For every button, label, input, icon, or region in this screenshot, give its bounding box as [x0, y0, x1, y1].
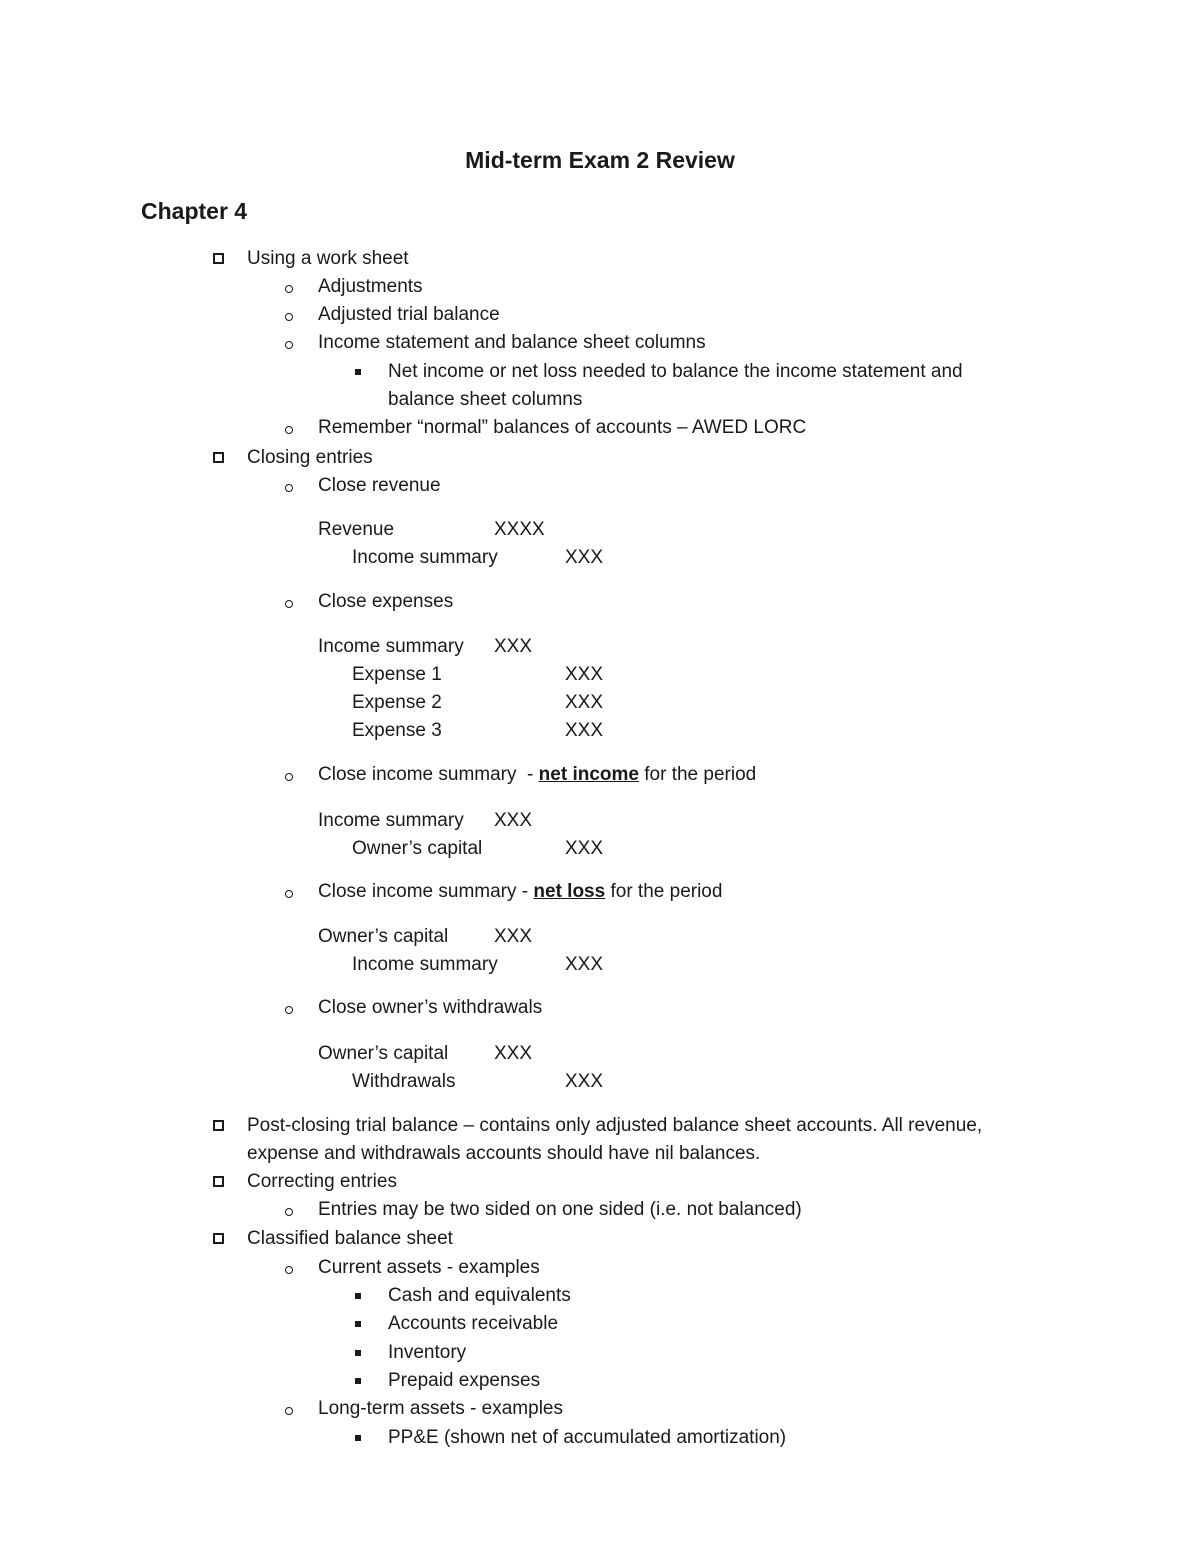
circle-bullet-icon: [285, 285, 293, 293]
journal-credit-amount: XXX: [565, 1071, 604, 1092]
list-item: Accounts receivable: [388, 1313, 559, 1334]
journal-credit-account: Expense 1: [352, 664, 442, 685]
heading-text: Close income summary -: [318, 764, 539, 785]
income-statement-columns-item: Income statement and balance sheet columns: [318, 332, 706, 353]
correcting-entries-note: Entries may be two sided on one sided (i.e. not balanced): [318, 1199, 802, 1220]
list-item: PP&E (shown net of accumulated amortization): [388, 1427, 787, 1448]
list-item: Inventory: [388, 1342, 467, 1363]
journal-debit-amount: XXX: [494, 810, 533, 831]
journal-debit-amount: XXX: [494, 636, 533, 657]
journal-debit-account: Revenue: [318, 519, 395, 540]
document-title: Mid-term Exam 2 Review: [465, 147, 735, 173]
circle-bullet-icon: [285, 600, 293, 608]
net-income-note-line1: Net income or net loss needed to balance the income statement and: [388, 361, 963, 382]
journal-credit-amount: XXX: [565, 838, 604, 859]
square-bullet-icon: [355, 369, 361, 375]
current-assets-item: Current assets - examples: [318, 1257, 540, 1278]
list-item: Prepaid expenses: [388, 1370, 541, 1391]
journal-debit-amount: XXX: [494, 926, 533, 947]
journal-debit-account: Owner’s capital: [318, 926, 449, 947]
circle-bullet-icon: [285, 890, 293, 898]
square-bullet-icon: [355, 1378, 361, 1384]
heading-text: for the period: [605, 881, 723, 902]
close-expenses-heading: Close expenses: [318, 591, 454, 612]
heading-text: Close income summary -: [318, 881, 534, 902]
close-net-income-heading: [318, 764, 756, 786]
journal-credit-account: Withdrawals: [352, 1071, 456, 1092]
heading-text: for the period: [638, 764, 757, 785]
checkbox-icon: [213, 253, 224, 264]
adjusted-trial-balance-item: Adjusted trial balance: [318, 304, 500, 325]
close-revenue-heading: Close revenue: [318, 475, 441, 496]
journal-credit-amount: XXX: [565, 664, 604, 685]
checkbox-icon: [213, 1120, 224, 1131]
square-bullet-icon: [355, 1293, 361, 1299]
journal-debit-amount: XXX: [494, 1043, 533, 1064]
circle-bullet-icon: [285, 1006, 293, 1014]
circle-bullet-icon: [285, 426, 293, 434]
correcting-entries-item: Correcting entries: [247, 1171, 397, 1192]
long-term-assets-item: Long-term assets - examples: [318, 1398, 563, 1419]
journal-credit-amount: XXX: [565, 547, 604, 568]
close-net-loss-heading: [318, 881, 722, 903]
net-loss-emphasis: net loss: [533, 881, 606, 902]
circle-bullet-icon: [285, 773, 293, 781]
post-closing-line1: Post-closing trial balance – contains only adjusted balance sheet accounts. All revenue,: [247, 1115, 983, 1136]
journal-debit-account: Income summary: [318, 636, 464, 657]
net-income-note-line2: balance sheet columns: [388, 389, 583, 410]
journal-debit-account: Income summary: [318, 810, 464, 831]
square-bullet-icon: [355, 1435, 361, 1441]
normal-balances-item: Remember “normal” balances of accounts – AWED LORC: [318, 417, 807, 438]
post-closing-line2: expense and withdrawals accounts should have nil balances.: [247, 1143, 761, 1164]
net-income-emphasis: net income: [538, 764, 639, 785]
journal-credit-amount: XXX: [565, 954, 604, 975]
journal-credit-account: Income summary: [352, 547, 498, 568]
journal-debit-account: Owner’s capital: [318, 1043, 449, 1064]
checkbox-icon: [213, 1176, 224, 1187]
journal-credit-account: Income summary: [352, 954, 498, 975]
checkbox-icon: [213, 452, 224, 463]
square-bullet-icon: [355, 1350, 361, 1356]
journal-credit-account: Owner’s capital: [352, 838, 483, 859]
journal-credit-account: Expense 3: [352, 720, 442, 741]
adjustments-item: Adjustments: [318, 276, 423, 297]
circle-bullet-icon: [285, 1266, 293, 1274]
chapter-heading: Chapter 4: [141, 198, 248, 224]
worksheet-item: Using a work sheet: [247, 248, 409, 269]
square-bullet-icon: [355, 1321, 361, 1327]
circle-bullet-icon: [285, 484, 293, 492]
journal-debit-amount: XXXX: [494, 519, 545, 540]
classified-balance-sheet-item: Classified balance sheet: [247, 1228, 453, 1249]
circle-bullet-icon: [285, 341, 293, 349]
list-item: Cash and equivalents: [388, 1285, 571, 1306]
closing-entries-item: Closing entries: [247, 447, 373, 468]
circle-bullet-icon: [285, 313, 293, 321]
circle-bullet-icon: [285, 1208, 293, 1216]
journal-credit-account: Expense 2: [352, 692, 442, 713]
journal-credit-amount: XXX: [565, 692, 604, 713]
journal-credit-amount: XXX: [565, 720, 604, 741]
close-withdrawals-heading: Close owner’s withdrawals: [318, 997, 543, 1018]
checkbox-icon: [213, 1233, 224, 1244]
circle-bullet-icon: [285, 1407, 293, 1415]
